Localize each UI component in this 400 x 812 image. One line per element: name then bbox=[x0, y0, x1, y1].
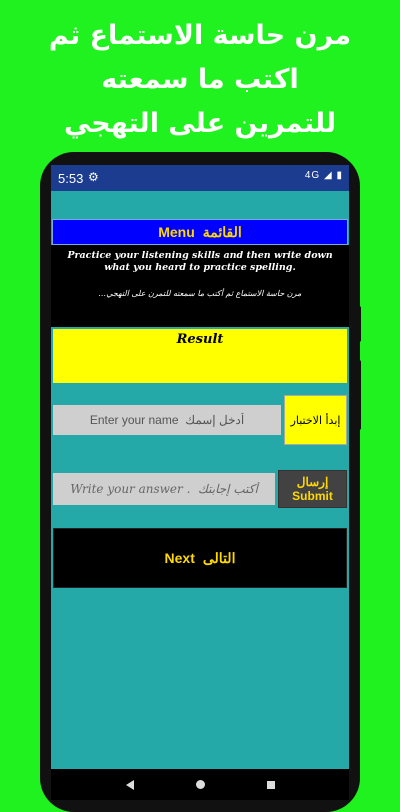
back-icon[interactable] bbox=[126, 780, 134, 790]
name-input[interactable] bbox=[53, 405, 281, 435]
result-box bbox=[52, 328, 348, 384]
menu-label-ar: القائمة bbox=[202, 223, 242, 240]
start-test-button[interactable]: إبدأ الاختبار bbox=[284, 395, 347, 445]
battery-icon: ▮ bbox=[336, 170, 343, 181]
volume-button bbox=[357, 306, 361, 342]
submit-button[interactable] bbox=[278, 470, 347, 508]
instructions-english: Practice your listening skills and then write down what you heard to practice spelling. bbox=[67, 250, 333, 273]
power-button bbox=[357, 360, 361, 430]
next-label-ar: التالى bbox=[202, 549, 236, 566]
answer-input[interactable] bbox=[53, 473, 275, 505]
submit-label-en: Submit bbox=[292, 489, 333, 503]
promo-headline bbox=[0, 14, 400, 146]
promo-line-3: للتمرين على التهجي bbox=[63, 108, 337, 139]
next-label-en: Next bbox=[164, 550, 195, 566]
promo-line-2: اكتب ما سمعته bbox=[101, 64, 299, 95]
next-button[interactable] bbox=[53, 528, 347, 588]
recent-apps-icon[interactable] bbox=[267, 781, 275, 789]
signal-icon: ◢ bbox=[324, 170, 333, 181]
settings-gear-icon: ⚙ bbox=[88, 170, 99, 184]
status-time: 5:53 bbox=[58, 171, 84, 186]
status-icons bbox=[305, 170, 343, 181]
menu-label-en: Menu bbox=[158, 224, 195, 240]
instructions-panel bbox=[51, 245, 349, 327]
status-bar bbox=[51, 165, 349, 191]
submit-label-ar: إرسال bbox=[296, 475, 329, 489]
app-screen bbox=[51, 165, 349, 800]
navigation-bar bbox=[51, 769, 349, 800]
network-type: 4G bbox=[304, 170, 321, 181]
home-icon[interactable] bbox=[196, 780, 205, 789]
menu-button[interactable] bbox=[52, 219, 348, 245]
promo-line-1: مرن حاسة الاستماع ثم bbox=[48, 20, 352, 51]
instructions-arabic: مرن حاسة الاستماع ثم أكتب ما سمعته للتمرن على التهجي... bbox=[98, 289, 302, 298]
result-label: Result bbox=[176, 332, 224, 347]
